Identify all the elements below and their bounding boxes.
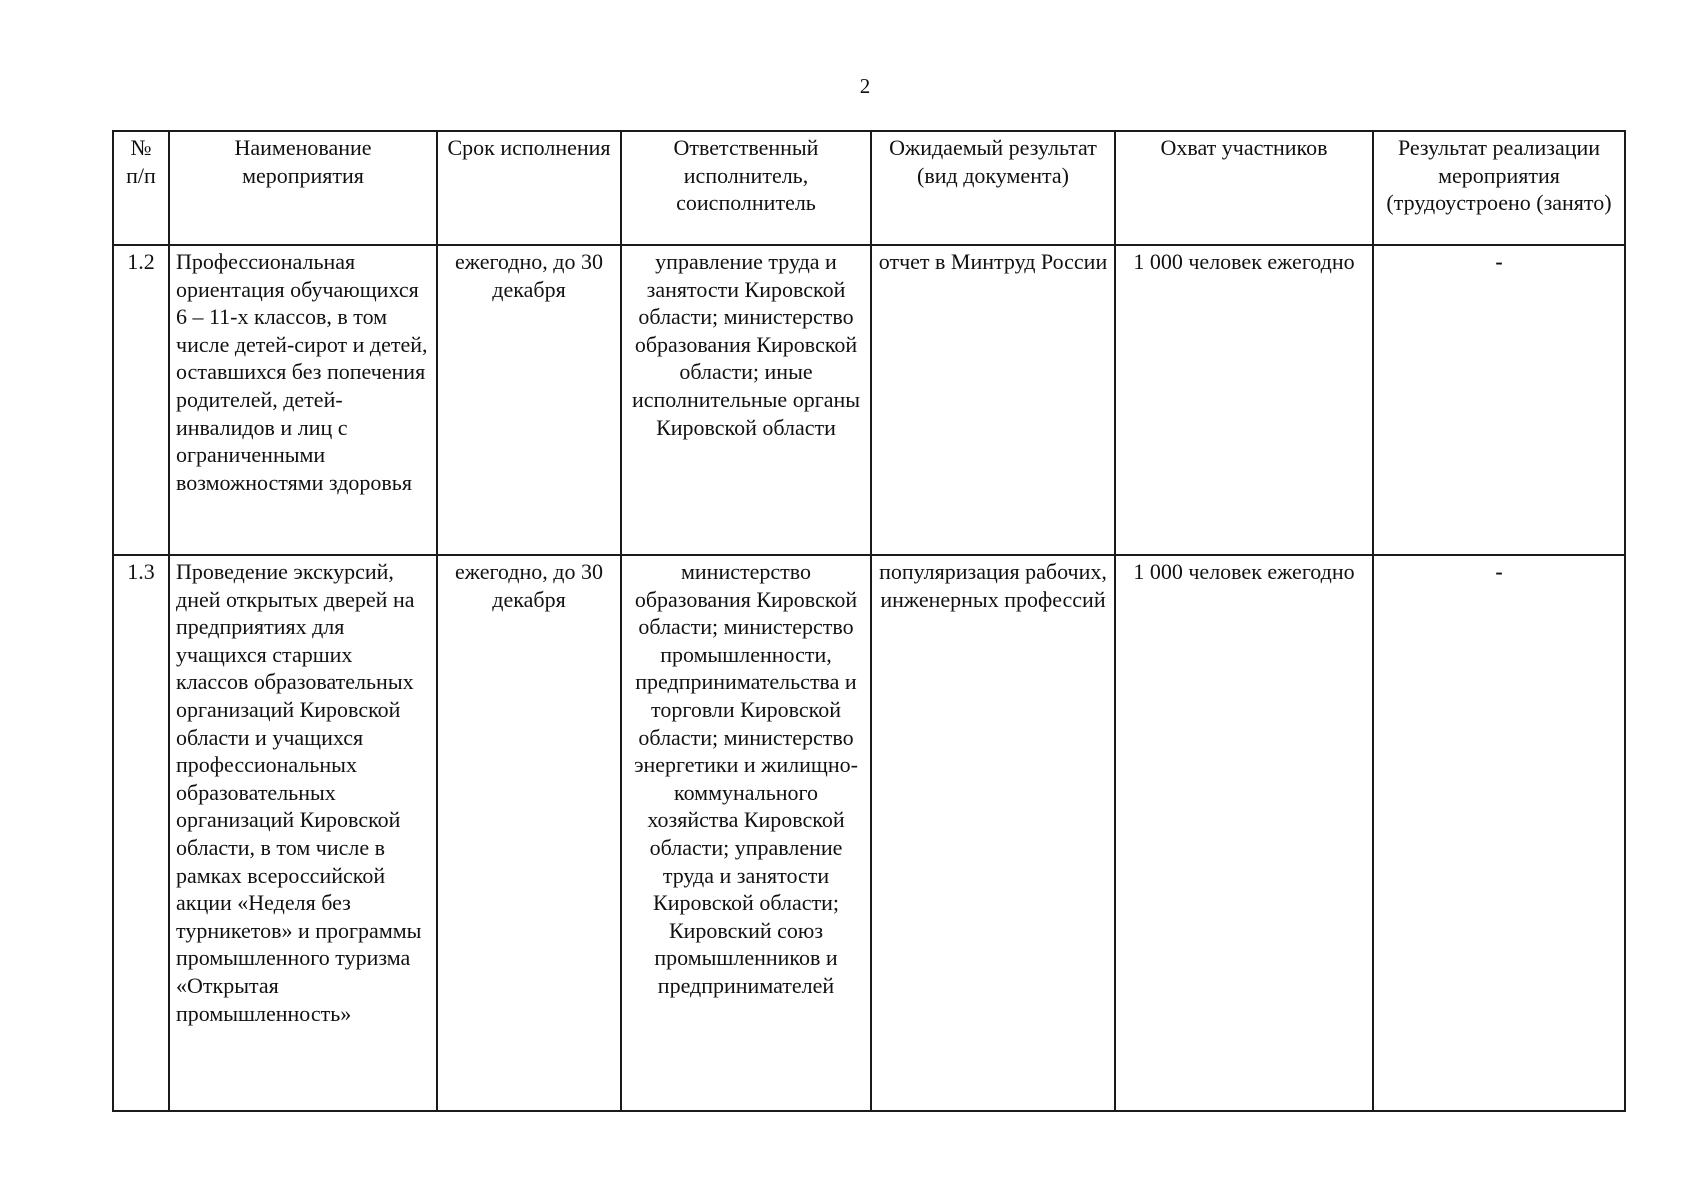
header-number: № п/п bbox=[113, 131, 169, 245]
event-name: Проведение экскурсий, дней открытых дверей на предприятиях для учащихся старших классов образовательных организаций Кировской области и учащихся профессиональных образовательных организаций Кировской области, в том числе в рамках всероссийской акции «Неделя без турникетов» и программы промышленного туризма «Открытая промышленность» bbox=[169, 555, 437, 1111]
header-responsible: Ответственный исполнитель, соисполнитель bbox=[621, 131, 871, 245]
event-implementation-result: - bbox=[1373, 555, 1625, 1111]
events-table bbox=[112, 130, 1626, 1112]
header-implementation-result: Результат реализации мероприятия (трудоустроено (занято) bbox=[1373, 131, 1625, 245]
header-expected-result: Ожидаемый результат (вид документа) bbox=[871, 131, 1115, 245]
event-expected-result: отчет в Минтруд России bbox=[871, 245, 1115, 555]
event-responsible: министерство образования Кировской области; министерство промышленности, предпринимательства и торговли Кировской области; министерство энергетики и жилищно-коммунального хозяйства Кировской области; управление труда и занятости Кировской области; Кировский союз промышленников и предпринимателей bbox=[621, 555, 871, 1111]
event-deadline: ежегодно, до 30 декабря bbox=[437, 555, 621, 1111]
table-row bbox=[113, 555, 1625, 1111]
page-number: 2 bbox=[859, 74, 871, 98]
header-event-name: Наименование мероприятия bbox=[169, 131, 437, 245]
row-number: 1.2 bbox=[113, 245, 169, 555]
table-header-row bbox=[113, 131, 1625, 245]
event-coverage: 1 000 человек ежегодно bbox=[1115, 245, 1373, 555]
event-deadline: ежегодно, до 30 декабря bbox=[437, 245, 621, 555]
table-row bbox=[113, 245, 1625, 555]
event-name: Профессиональная ориентация обучающихся 6 – 11-х классов, в том числе детей-сирот и детей, оставшихся без попечения родителей, детей-инвалидов и лиц с ограниченными возможностями здоровья bbox=[169, 245, 437, 555]
header-coverage: Охват участников bbox=[1115, 131, 1373, 245]
row-number: 1.3 bbox=[113, 555, 169, 1111]
event-implementation-result: - bbox=[1373, 245, 1625, 555]
event-responsible: управление труда и занятости Кировской области; министерство образования Кировской области; иные исполнительные органы Кировской области bbox=[621, 245, 871, 555]
header-deadline: Срок исполнения bbox=[437, 131, 621, 245]
event-coverage: 1 000 человек ежегодно bbox=[1115, 555, 1373, 1111]
event-expected-result: популяризация рабочих, инженерных профессий bbox=[871, 555, 1115, 1111]
